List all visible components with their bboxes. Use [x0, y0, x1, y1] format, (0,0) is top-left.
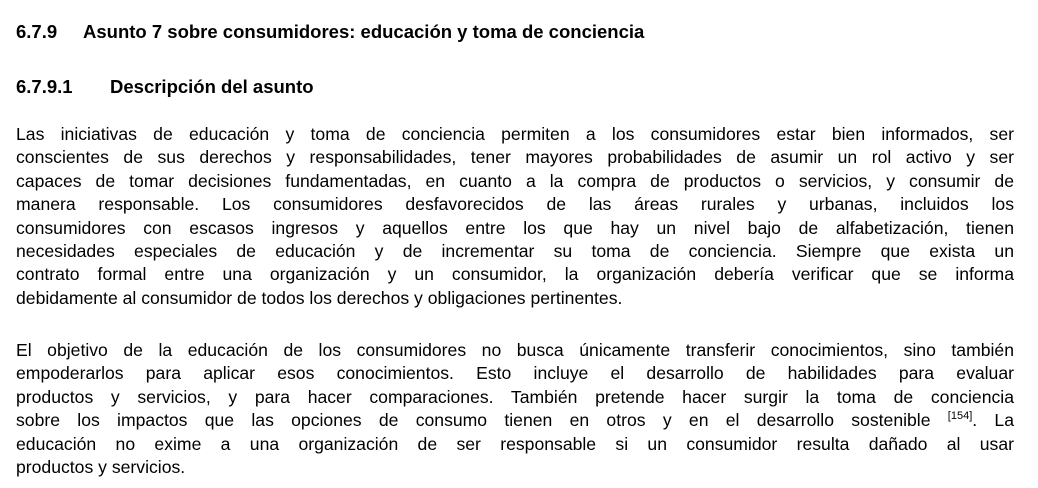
paragraph-line: contrato formal entre una organización y un consumidor, la organización debería verificar que se informa [16, 264, 1014, 285]
paragraph-line: conscientes de sus derechos y responsabilidades, tener mayores probabilidades de asumir un rol activo y ser [16, 147, 1014, 168]
paragraph-line: El objetivo de la educación de los consumidores no busca únicamente transferir conocimientos, sino también [16, 340, 1014, 360]
section-heading [16, 21, 644, 43]
paragraph-line: manera responsable. Los consumidores desfavorecidos de las áreas rurales y urbanas, incluidos los [16, 194, 1014, 215]
subsection-title: Descripción del asunto [110, 76, 314, 97]
reference-superscript[interactable]: [154] [947, 410, 973, 423]
paragraph-1 [16, 123, 1014, 310]
section-title: Asunto 7 sobre consumidores: educación y toma de conciencia [83, 21, 645, 42]
paragraph-line-with-reference [16, 409, 1014, 432]
section-number: 6.7.9 [16, 21, 58, 42]
paragraph-line: empoderarlos para aplicar esos conocimientos. Esto incluye el desarrollo de habilidades para evaluar [16, 363, 1014, 384]
subsection-number: 6.7.9.1 [16, 76, 73, 97]
paragraph-line: debidamente al consumidor de todos los derechos y obligaciones pertinentes. [16, 287, 623, 308]
paragraph-line: capaces de tomar decisiones fundamentadas, en cuanto a la compra de productos o servicios, y consumir de [16, 170, 1014, 191]
paragraph-line: productos y servicios, y para hacer comparaciones. También pretende hacer surgir la toma de conciencia [16, 386, 1014, 407]
subsection-heading [16, 76, 314, 98]
line-text-after-reference: . La [972, 410, 1014, 431]
paragraph-line: Las iniciativas de educación y toma de conciencia permiten a los consumidores estar bien informados, ser [16, 124, 1014, 144]
paragraph-line: productos y servicios. [16, 456, 186, 477]
line-text-before-reference: sobre los impactos que las opciones de consumo tienen en otros y en el desarrollo sostenible [16, 410, 931, 431]
paragraph-line: necesidades especiales de educación y de incrementar su toma de conciencia. Siempre que exista un [16, 240, 1014, 261]
paragraph-line: educación no exime a una organización de ser responsable si un consumidor resulta dañado al usar [16, 433, 1014, 454]
paragraph-line: consumidores con escasos ingresos y aquellos entre los que hay un nivel bajo de alfabetización, tienen [16, 217, 1014, 238]
paragraph-2 [16, 339, 1014, 479]
